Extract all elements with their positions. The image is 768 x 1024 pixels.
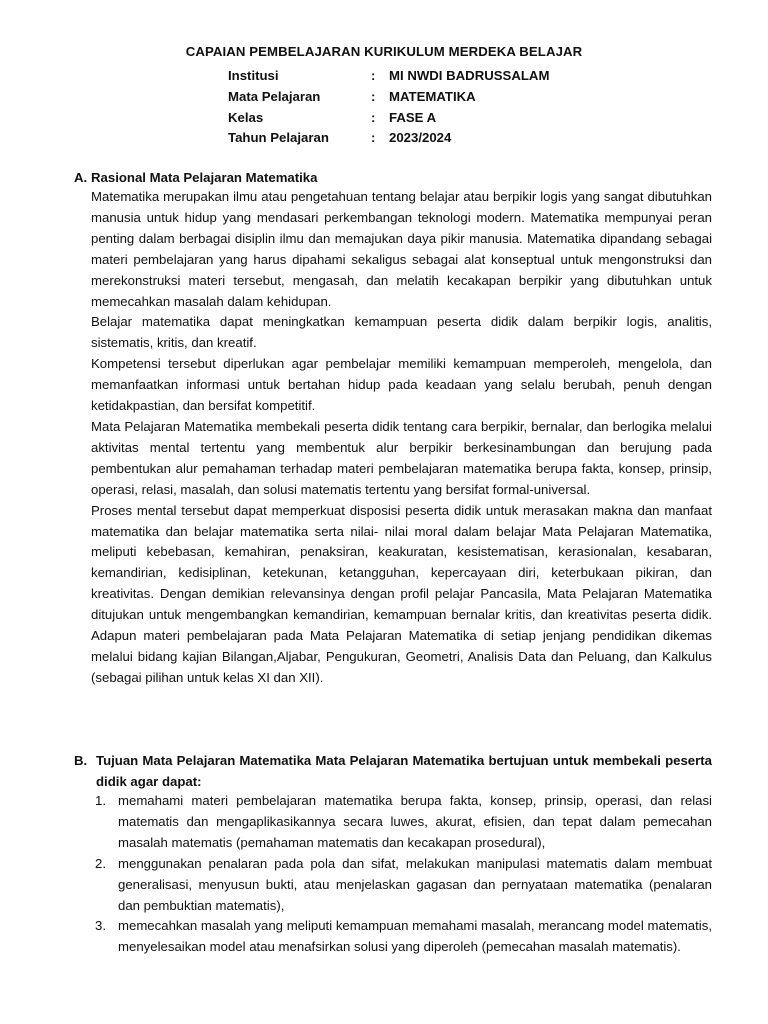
meta-value: MATEMATIKA [389,88,476,104]
section-a-body [91,187,712,689]
section-b-marker: B. [74,753,88,768]
list-item-text: menggunakan penalaran pada pola dan sifat, melakukan manipulasi matematis dalam membuat generalisasi, menyusun bukti, atau menjelaskan gagasan dan pernyataan matematika (penalaran dan pembuktian matematis), [118,855,712,913]
list-item [95,916,712,958]
meta-value: FASE A [389,109,437,125]
meta-value: MI NWDI BADRUSSALAM [389,68,550,83]
section-a-heading-text: Rasional Mata Pelajaran Matematika [91,170,318,185]
meta-label: Mata Pelajaran [228,88,321,104]
paragraph: Proses mental tersebut dapat memperkuat disposisi peserta didik untuk merasakan makna dan manfaat matematika dan belajar matematika serta nilai- nilai moral dalam belajar Mata Pelajaran Matematika, meliputi kebebasan, kemahiran, penaksiran, keakuratan, kesistematisan, kerasionalan, kesabaran, kemandirian, kedisiplinan, ketekunan, ketangguhan, kepercayaan diri, keterbukaan pikiran, dan kreativitas. Dengan demikian relevansinya dengan profil pelajar Pancasila, Mata Pelajaran Matematika ditujukan untuk mengembangkan kemandirian, kemampuan bernalar kritis, dan kreativitas peserta didik. Adapun materi pembelajaran pada Mata Pelajaran Matematika di setiap jenjang pendidikan dikemas melalui bidang kajian Bilangan,Aljabar, Pengukuran, Geometri, Analisis Data dan Peluang, dan Kalkulus (sebagai pilihan untuk kelas XI dan XII). [91,502,712,685]
paragraph: Mata Pelajaran Matematika membekali peserta didik tentang cara berpikir, bernalar, dan berlogika melalui aktivitas mental tertentu yang membentuk alur berpikir berkesinambungan dan berujung pada pembentukan alur pemahaman terhadap materi pembelajaran matematika berupa fakta, konsep, prinsip, operasi, relasi, masalah, dan solusi matematis tertentu yang bersifat formal-universal. [91,418,712,497]
meta-label: Institusi [228,68,279,83]
meta-colon: : [371,68,376,83]
meta-colon: : [371,130,376,146]
meta-label: Kelas [228,109,264,125]
list-item-text: memecahkan masalah yang meliputi kemampuan memahami masalah, merancang model matematis, menyelesaikan model atau menafsirkan solusi yang diperoleh (pemecahan masalah matematis). [118,918,712,955]
section-b-heading [74,750,712,793]
meta-colon: : [371,88,376,104]
meta-colon: : [371,109,376,125]
paragraph: Matematika merupakan ilmu atau pengetahuan tentang belajar atau berpikir logis yang sangat dibutuhkan manusia untuk hidup yang mendasari perkembangan teknologi modern. Matematika mempunyai peran penting dalam berbagai disiplin ilmu dan memajukan daya pikir manusia. Matematika dipandang sebagai materi pembelajaran yang harus dipahami sekaligus sebagai alat konseptual untuk mengonstruksi dan merekonstruksi materi tersebut, mengasah, dan melatih kecakapan berpikir yang dibutuhkan untuk memecahkan masalah dalam kehidupan. [91,189,712,309]
section-a-marker: A. [74,170,88,185]
list-item-text: memahami materi pembelajaran matematika berupa fakta, konsep, prinsip, operasi, dan relasi matematis dan mengaplikasikannya secara luwes, akurat, efisien, dan tepat dalam pemecahan masalah matematis (pemahaman matematis dan kecakapan prosedural), [118,793,712,850]
meta-value: 2023/2024 [389,130,452,146]
document-title: CAPAIAN PEMBELAJARAN KURIKULUM MERDEKA BELAJAR [185,44,583,59]
paragraph: Belajar matematika dapat meningkatkan kemampuan peserta didik dalam berpikir logis, analitis, sistematis, kritis, dan kreatif. [91,314,712,351]
list-number: 3. [95,918,106,934]
section-b-list [95,791,712,958]
list-item [95,854,712,917]
section-a-heading [74,170,317,185]
list-number: 1. [95,793,106,808]
list-item [95,791,712,854]
section-b-heading-text: Tujuan Mata Pelajaran Matematika Mata Pelajaran Matematika bertujuan untuk membekali peserta didik agar dapat: [96,753,712,790]
meta-label: Tahun Pelajaran [228,130,329,146]
paragraph: Kompetensi tersebut diperlukan agar pembelajar memiliki kemampuan memperoleh, mengelola, dan memanfaatkan informasi untuk bertahan hidup pada keadaan yang selalu berubah, penuh dengan ketidakpastian, dan bersifat kompetitif. [91,356,712,414]
list-number: 2. [95,855,106,871]
